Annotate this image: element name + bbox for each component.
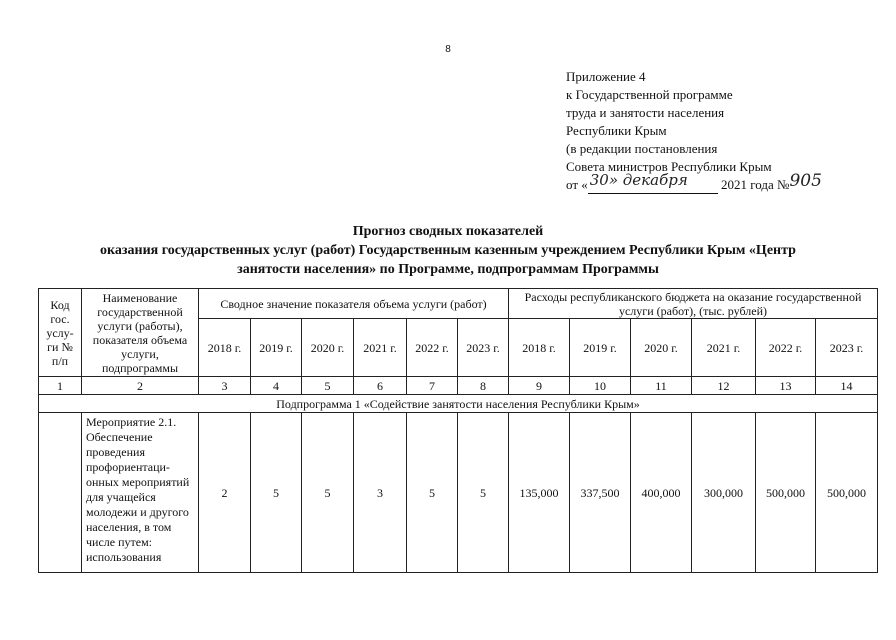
header-name: Наименование государственной услуги (работы), показателя объема услуги, подпрограммы: [82, 289, 199, 377]
volume-value: 5: [458, 413, 509, 573]
appendix-date-line: [566, 171, 829, 194]
column-number: 7: [407, 377, 458, 395]
year-header: 2021 г.: [354, 319, 407, 377]
volume-value: 5: [251, 413, 302, 573]
date-prefix: от «: [566, 177, 588, 192]
header-code: Код гос. услу-ги № п/п: [39, 289, 82, 377]
year-header: 2020 г.: [302, 319, 354, 377]
year-header: 2019 г.: [570, 319, 631, 377]
row-code: [39, 413, 82, 573]
row-name: Мероприятие 2.1. Обеспечение проведения профориентаци-онных мероприятий для учащейся молодежи и другого населения, в том числе путем: использования: [82, 413, 199, 573]
header-expense-group: Расходы республиканского бюджета на оказание государственной услуги (работ), (тыс. рублей): [509, 289, 878, 319]
volume-value: 5: [407, 413, 458, 573]
column-number: 10: [570, 377, 631, 395]
appendix-line: труда и занятости населения: [566, 105, 725, 120]
handwritten-number: 905: [789, 171, 822, 191]
header-volume-group: Сводное значение показателя объема услуги (работ): [199, 289, 509, 319]
volume-value: 5: [302, 413, 354, 573]
expense-value: 500,000: [816, 413, 878, 573]
expense-value: 500,000: [756, 413, 816, 573]
column-number: 5: [302, 377, 354, 395]
year-header: 2018 г.: [509, 319, 570, 377]
column-number: 4: [251, 377, 302, 395]
date-suffix: 2021 года №: [721, 177, 790, 192]
expense-value: 337,500: [570, 413, 631, 573]
year-header: 2022 г.: [756, 319, 816, 377]
column-number: 1: [39, 377, 82, 395]
year-header: 2022 г.: [407, 319, 458, 377]
column-number-row: [39, 377, 878, 395]
column-number: 11: [631, 377, 692, 395]
appendix-line: Республики Крым: [566, 123, 667, 138]
table-row: [39, 413, 878, 573]
handwritten-number-field: [789, 171, 829, 194]
document-title: [40, 222, 856, 279]
expense-value: 300,000: [692, 413, 756, 573]
title-line-1: Прогноз сводных показателей: [352, 224, 544, 239]
handwritten-date-field: [588, 171, 718, 194]
volume-value: 3: [354, 413, 407, 573]
column-number: 12: [692, 377, 756, 395]
year-header: 2020 г.: [631, 319, 692, 377]
year-header: 2021 г.: [692, 319, 756, 377]
expense-value: 400,000: [631, 413, 692, 573]
title-line-2: оказания государственных услуг (работ) Государственным казенным учреждением Республики Крым «Центр: [100, 243, 796, 258]
column-number: 9: [509, 377, 570, 395]
year-header: 2018 г.: [199, 319, 251, 377]
column-number: 3: [199, 377, 251, 395]
column-number: 13: [756, 377, 816, 395]
appendix-line: (в редакции постановления: [566, 141, 718, 156]
year-header: 2023 г.: [458, 319, 509, 377]
handwritten-date: 30» декабря: [589, 171, 688, 189]
year-header: 2019 г.: [251, 319, 302, 377]
title-line-3: занятости населения» по Программе, подпрограммам Программы: [237, 262, 659, 277]
page-number: 8: [445, 44, 451, 55]
forecast-table: [38, 288, 878, 573]
appendix-line: к Государственной программе: [566, 87, 733, 102]
appendix-block: [566, 68, 829, 194]
year-header: 2023 г.: [816, 319, 878, 377]
appendix-line: Совета министров Республики Крым: [566, 159, 772, 174]
column-number: 6: [354, 377, 407, 395]
column-number: 2: [82, 377, 199, 395]
column-number: 8: [458, 377, 509, 395]
expense-value: 135,000: [509, 413, 570, 573]
appendix-line: Приложение 4: [566, 69, 646, 84]
volume-value: 2: [199, 413, 251, 573]
subprogram-row: Подпрограмма 1 «Содействие занятости населения Республики Крым»: [39, 395, 878, 413]
column-number: 14: [816, 377, 878, 395]
